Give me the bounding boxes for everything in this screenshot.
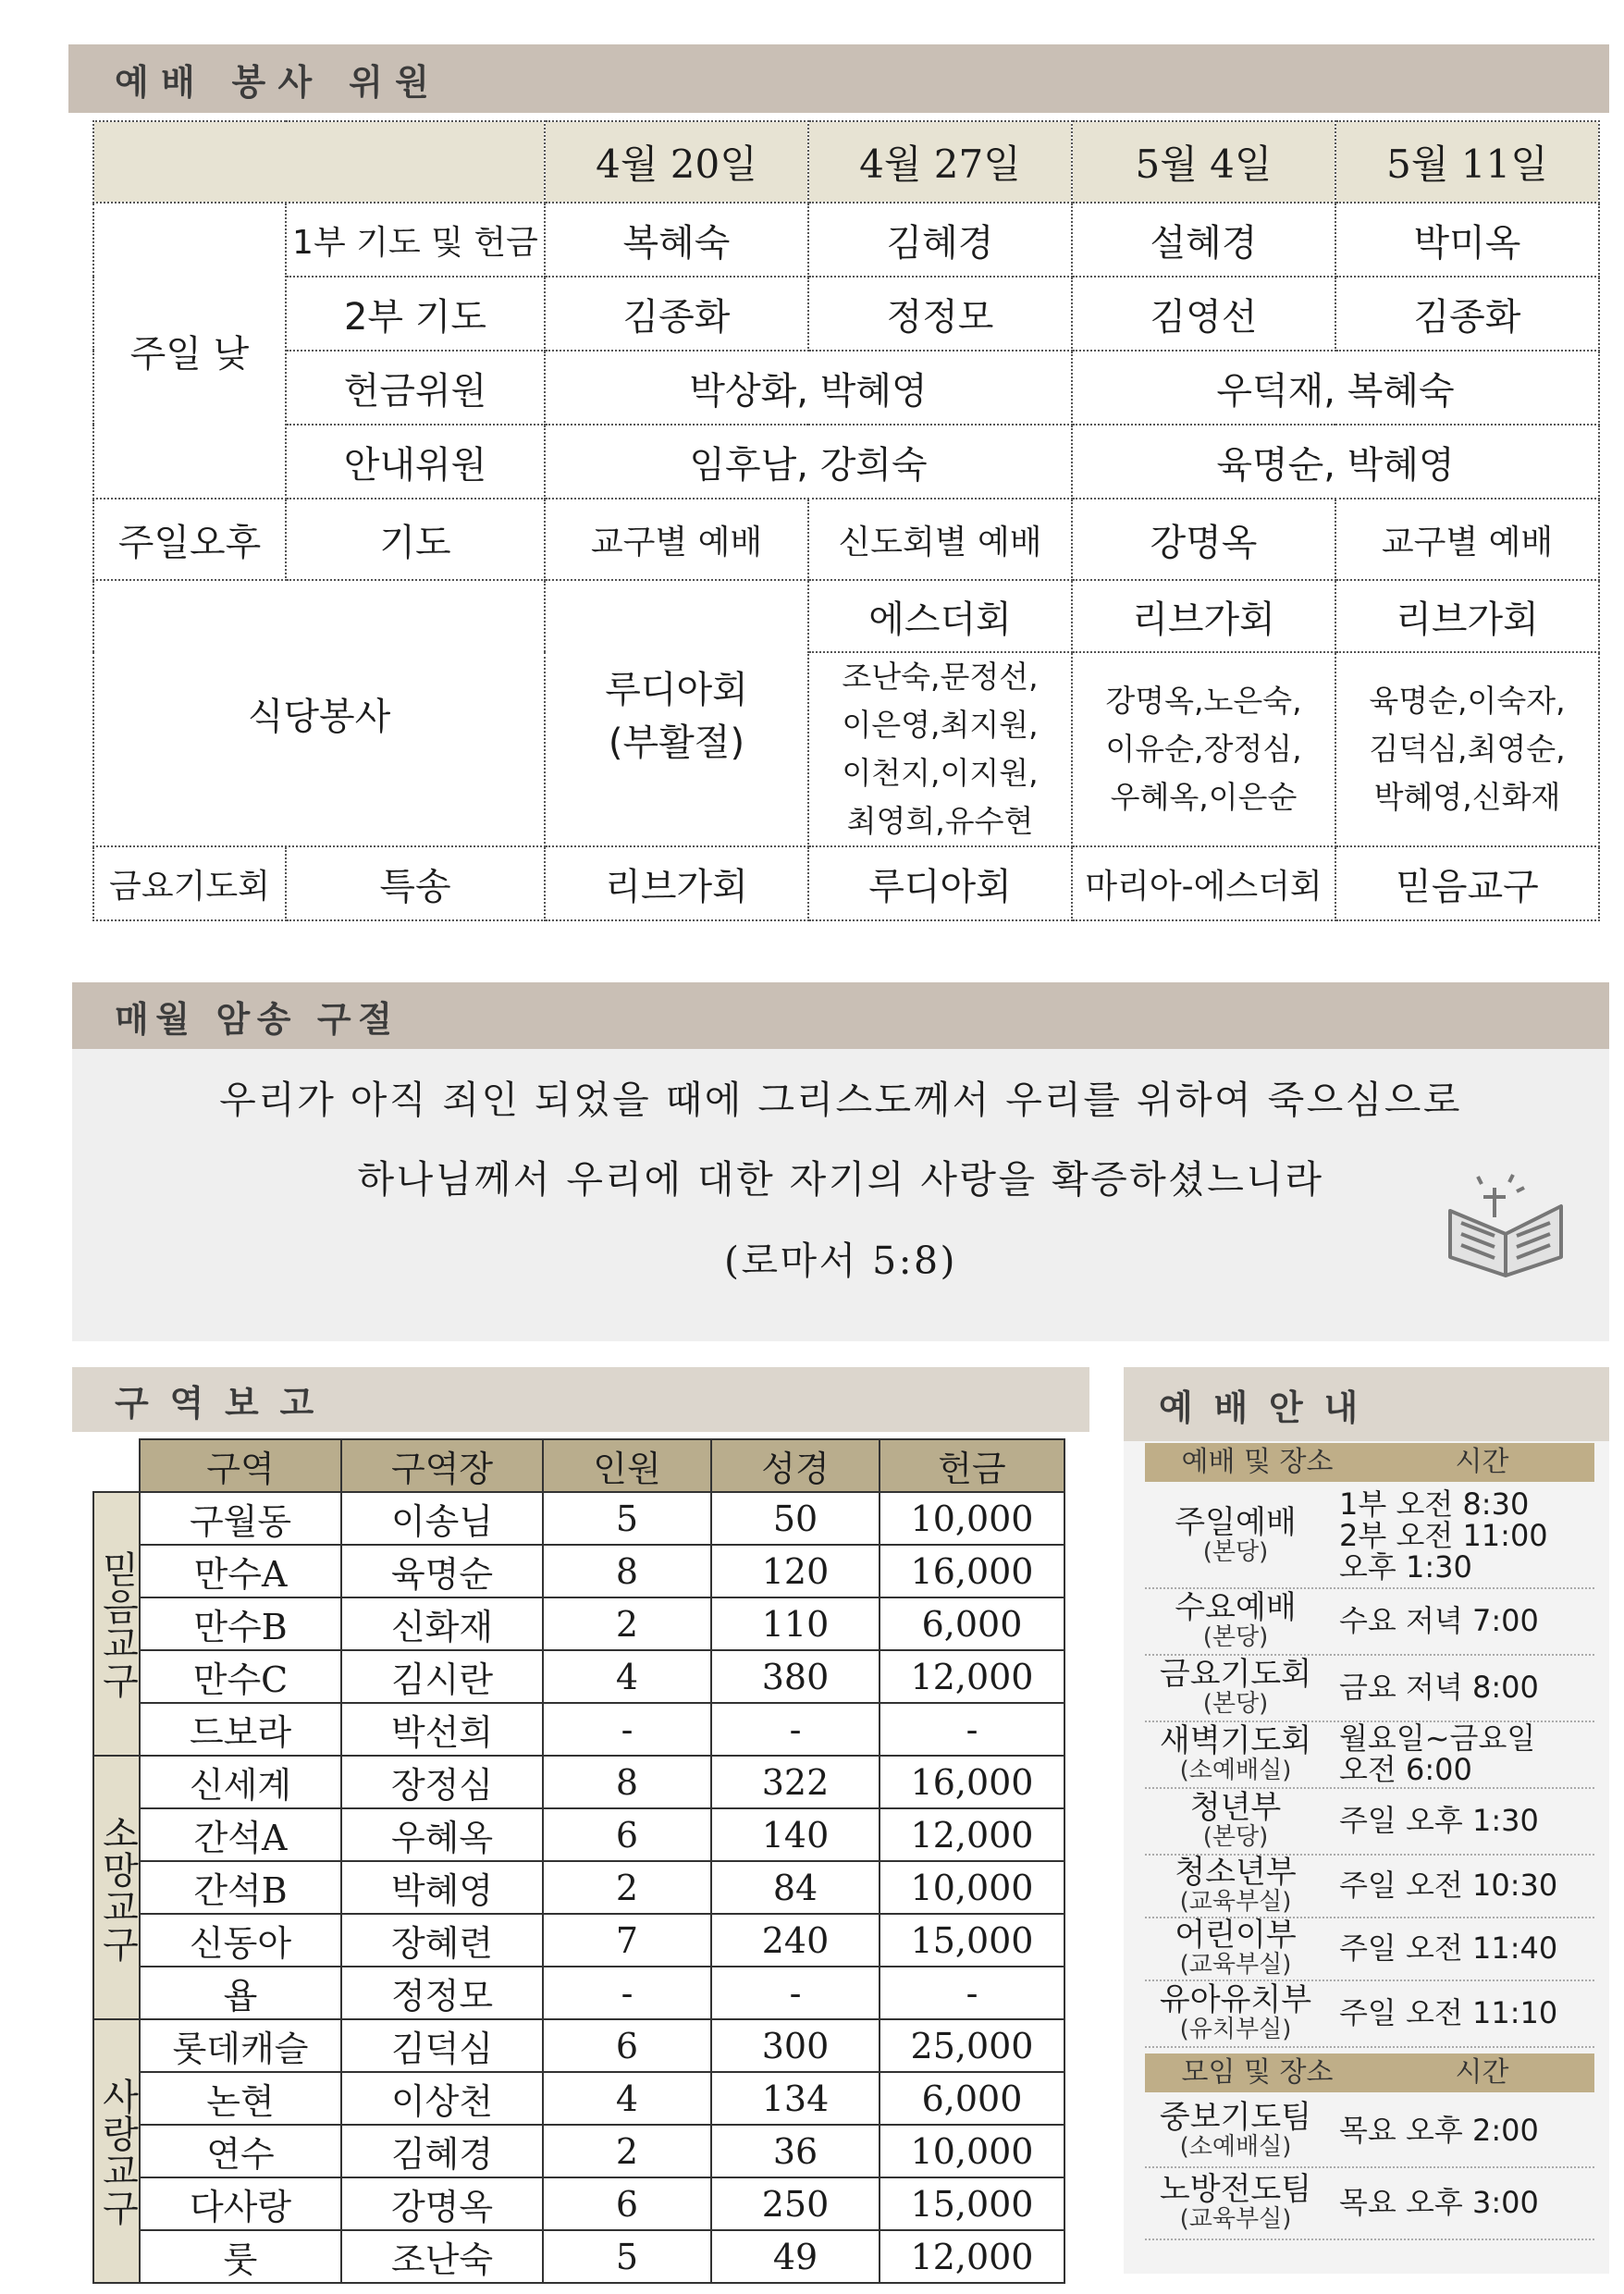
bible-cell: 84 — [711, 1861, 880, 1914]
leader-cell: 이상천 — [341, 2072, 543, 2125]
guide-item-name-cell — [1145, 1720, 1326, 1787]
date-header: 5월 11일 — [1335, 121, 1599, 203]
offering-cell: - — [880, 1967, 1064, 2019]
kitchen-name-line: 이천지,이지원, — [842, 755, 1039, 791]
guide-item-time-cell — [1326, 1787, 1594, 1854]
district-name: 소망교구 — [96, 1813, 139, 1962]
kitchen-name-line: 이은영,최지원, — [842, 707, 1039, 743]
count-cell: 2 — [543, 1597, 711, 1650]
report-row — [93, 1703, 1064, 1756]
report-row — [93, 2125, 1064, 2177]
report-row — [93, 1967, 1064, 2019]
guide-section-title-bar — [1124, 1367, 1609, 1441]
count-cell: - — [543, 1967, 711, 2019]
guide-item-time: 월요일~금요일 — [1339, 1720, 1536, 1756]
prayer2-name: 정정모 — [808, 277, 1072, 351]
bible-cell: 250 — [711, 2177, 880, 2230]
prayer2-name: 김종화 — [545, 277, 808, 351]
region-cell: 연수 — [140, 2125, 341, 2177]
count-cell: 4 — [543, 1650, 711, 1703]
leader-cell: 우혜옥 — [341, 1808, 543, 1861]
report-row — [93, 1492, 1064, 1545]
guide-item-place: (교육부실) — [1179, 1951, 1292, 1979]
report-row — [93, 1650, 1064, 1703]
leader-cell: 강명옥 — [341, 2177, 543, 2230]
guide-item-name: 새벽기도회 — [1159, 1722, 1312, 1759]
offering-cell: 10,000 — [880, 2125, 1064, 2177]
friday-cell: 마리아-에스더회 — [1072, 846, 1335, 920]
guide-item-name-cell — [1145, 1980, 1326, 2046]
bible-cell: 50 — [711, 1492, 880, 1545]
verse-line-1: 우리가 아직 죄인 되었을 때에 그리스도께서 우리를 위하여 죽으심으로 — [219, 1078, 1462, 1122]
offering-cell: 12,000 — [880, 1808, 1064, 1861]
district-name: 믿음교구 — [96, 1549, 139, 1698]
guide-item-name: 청년부 — [1189, 1789, 1282, 1826]
guide-item-time-cell — [1326, 1720, 1594, 1787]
region-cell: 드보라 — [140, 1703, 341, 1756]
leader-cell: 조난숙 — [341, 2230, 543, 2283]
region-cell: 만수A — [140, 1545, 341, 1597]
count-cell: 4 — [543, 2072, 711, 2125]
service-row — [1145, 1917, 1594, 1981]
bible-cell: 240 — [711, 1914, 880, 1967]
count-cell: 8 — [543, 1545, 711, 1597]
corner-cell — [93, 121, 545, 203]
guide-item-name-cell — [1145, 2166, 1326, 2238]
guide-item-name: 금요기도회 — [1159, 1656, 1312, 1693]
guide-header-col1: 모임 및 장소 — [1181, 2056, 1334, 2089]
guide-item-name-cell — [1145, 1587, 1326, 1654]
service-table — [92, 120, 1600, 921]
report-row — [93, 2072, 1064, 2125]
service-row — [1145, 1484, 1594, 1589]
report-row — [93, 2019, 1064, 2072]
guide-item-time: 주일 오전 11:40 — [1339, 1930, 1558, 1966]
guide-item-time-cell — [1326, 1980, 1594, 2046]
report-row — [93, 2230, 1064, 2283]
region-cell: 구월동 — [140, 1492, 341, 1545]
count-cell: 8 — [543, 1756, 711, 1808]
sunday-pm-role: 기도 — [286, 499, 545, 580]
guide-item-time: 목요 오후 2:00 — [1339, 2113, 1539, 2148]
guide-item-time-cell — [1326, 1587, 1594, 1654]
guide-item-time: 금요 저녁 8:00 — [1339, 1670, 1539, 1705]
kitchen-group: 리브가회 — [1072, 580, 1335, 652]
guide-item-place: (본당) — [1202, 1538, 1269, 1566]
col-header-bible: 성경 — [711, 1439, 880, 1492]
district-label — [93, 1492, 140, 1756]
bible-cell: - — [711, 1703, 880, 1756]
kitchen-group: 리브가회 — [1335, 580, 1599, 652]
district-label — [93, 2019, 140, 2283]
service-row — [1145, 1654, 1594, 1722]
bible-cell: 110 — [711, 1597, 880, 1650]
district-label — [93, 1756, 140, 2019]
guide-header-1 — [1145, 1443, 1594, 1482]
leader-cell: 장정심 — [341, 1756, 543, 1808]
bible-cell: 300 — [711, 2019, 880, 2072]
kitchen-name-line: 김덕심,최영순, — [1369, 731, 1566, 767]
guide-item-name: 청소년부 — [1175, 1854, 1297, 1891]
count-cell: 6 — [543, 2177, 711, 2230]
offering-cell: 10,000 — [880, 1861, 1064, 1914]
offering-cell: 25,000 — [880, 2019, 1064, 2072]
col-header-leader: 구역장 — [341, 1439, 543, 1492]
leader-cell: 육명순 — [341, 1545, 543, 1597]
guide-item-name: 노방전도팀 — [1159, 2171, 1312, 2208]
leader-cell: 박혜영 — [341, 1861, 543, 1914]
region-cell: 욥 — [140, 1967, 341, 2019]
offering-names: 박상화, 박혜영 — [545, 351, 1072, 425]
kitchen-label: 식당봉사 — [93, 580, 545, 846]
guide-item-time-cell — [1326, 1917, 1594, 1980]
region-report-table — [92, 1438, 1065, 2284]
prayer1-name: 김혜경 — [808, 203, 1072, 277]
region-cell: 논현 — [140, 2072, 341, 2125]
region-cell: 신동아 — [140, 1914, 341, 1967]
count-cell: 7 — [543, 1914, 711, 1967]
bible-cell: 380 — [711, 1650, 880, 1703]
kitchen-name-line: 우혜옥,이은순 — [1110, 779, 1298, 815]
kitchen-first-cell — [545, 580, 808, 846]
guide-header-col2: 시간 — [1455, 1446, 1509, 1478]
guide-header-col2: 시간 — [1455, 2056, 1509, 2089]
guide-item-time: 주일 오후 1:30 — [1339, 1803, 1539, 1838]
service-section-title: 예배 봉사 위원 — [115, 61, 442, 103]
kitchen-names — [808, 652, 1072, 846]
bible-cell: 322 — [711, 1756, 880, 1808]
leader-cell: 신화재 — [341, 1597, 543, 1650]
col-header-count: 인원 — [543, 1439, 711, 1492]
report-row — [93, 1914, 1064, 1967]
guide-item-place: (교육부실) — [1179, 1888, 1292, 1916]
report-row — [93, 2177, 1064, 2230]
leader-cell: 박선희 — [341, 1703, 543, 1756]
offering-cell: 16,000 — [880, 1545, 1064, 1597]
bible-cell: 49 — [711, 2230, 880, 2283]
date-header: 5월 4일 — [1072, 121, 1335, 203]
prayer2-name: 김영선 — [1072, 277, 1335, 351]
count-cell: 6 — [543, 1808, 711, 1861]
guide-item-name-cell — [1145, 1787, 1326, 1854]
report-row — [93, 1597, 1064, 1650]
guide-item-place: (유치부실) — [1179, 2016, 1292, 2043]
report-section-title: 구역보고 — [115, 1382, 336, 1424]
kitchen-group: 에스더회 — [808, 580, 1072, 652]
region-cell: 간석A — [140, 1808, 341, 1861]
bible-cell: 140 — [711, 1808, 880, 1861]
region-cell: 룻 — [140, 2230, 341, 2283]
report-row — [93, 1861, 1064, 1914]
guide-item-time: 오전 6:00 — [1339, 1752, 1472, 1787]
offering-cell: 6,000 — [880, 1597, 1064, 1650]
sunday-day-label: 주일 낮 — [93, 203, 286, 499]
service-row — [1145, 1587, 1594, 1656]
guide-item-name: 중보기도팀 — [1159, 2099, 1312, 2136]
leader-cell: 정정모 — [341, 1967, 543, 2019]
guide-item-name: 수요예배 — [1175, 1589, 1297, 1626]
kitchen-first-line2: (부활절) — [608, 722, 745, 764]
region-cell: 만수B — [140, 1597, 341, 1650]
guide-item-time: 2부 오전 11:00 — [1339, 1518, 1548, 1553]
sunday-pm-cell: 교구별 예배 — [1335, 499, 1599, 580]
guide-item-time-cell — [1326, 1854, 1594, 1917]
prayer2-label: 2부 기도 — [286, 277, 545, 351]
offering-cell: 16,000 — [880, 1756, 1064, 1808]
sunday-pm-label: 주일오후 — [93, 499, 286, 580]
guide-item-place: (본당) — [1202, 1690, 1269, 1718]
guide-item-time-cell — [1326, 2166, 1594, 2238]
guide-item-place: (소예배실) — [1179, 1757, 1292, 1784]
sunday-pm-cell: 교구별 예배 — [545, 499, 808, 580]
guide-item-name-cell — [1145, 2094, 1326, 2166]
guide-item-time-cell — [1326, 2094, 1594, 2166]
count-cell: 2 — [543, 1861, 711, 1914]
kitchen-name-line: 최영희,유수현 — [846, 803, 1034, 839]
guide-header-col1: 예배 및 장소 — [1181, 1446, 1334, 1478]
guide-item-time: 1부 오전 8:30 — [1339, 1486, 1530, 1522]
header-spacer — [93, 1439, 140, 1492]
leader-cell: 김덕심 — [341, 2019, 543, 2072]
guide-item-name-cell — [1145, 1654, 1326, 1720]
guide-item-time: 수요 저녁 7:00 — [1339, 1603, 1539, 1638]
verse-line-2: 하나님께서 우리에 대한 자기의 사랑을 확증하셨느니라 — [357, 1157, 1324, 1202]
kitchen-name-line: 이유순,장정심, — [1105, 731, 1302, 767]
report-row — [93, 1808, 1064, 1861]
guide-item-place: (본당) — [1202, 1823, 1269, 1851]
guide-item-time: 주일 오전 11:10 — [1339, 1995, 1558, 2030]
guide-item-place: (본당) — [1202, 1623, 1269, 1651]
offering-cell: 15,000 — [880, 2177, 1064, 2230]
kitchen-names — [1335, 652, 1599, 846]
region-cell: 간석B — [140, 1861, 341, 1914]
friday-cell: 믿음교구 — [1335, 846, 1599, 920]
date-header: 4월 20일 — [545, 121, 808, 203]
usher-label: 안내위원 — [286, 425, 545, 499]
guide-item-name-cell — [1145, 1484, 1326, 1587]
guide-item-place: (소예배실) — [1179, 2133, 1292, 2161]
offering-cell: 12,000 — [880, 1650, 1064, 1703]
prayer1-name: 박미옥 — [1335, 203, 1599, 277]
service-row — [1145, 1720, 1594, 1789]
guide-item-time: 목요 오후 3:00 — [1339, 2185, 1539, 2220]
guide-item-time-cell — [1326, 1484, 1594, 1587]
count-cell: 2 — [543, 2125, 711, 2177]
service-row — [1145, 1787, 1594, 1856]
region-cell: 신세계 — [140, 1756, 341, 1808]
guide-header-2 — [1145, 2054, 1594, 2092]
report-row — [93, 1545, 1064, 1597]
kitchen-names — [1072, 652, 1335, 846]
district-name: 사랑교구 — [96, 2077, 139, 2226]
kitchen-name-line: 박혜영,신화재 — [1373, 779, 1561, 815]
service-section-title-bar — [68, 44, 1609, 113]
leader-cell: 이송님 — [341, 1492, 543, 1545]
offering-cell: 15,000 — [880, 1914, 1064, 1967]
guide-item-time: 오후 1:30 — [1339, 1549, 1472, 1585]
friday-cell: 루디아회 — [808, 846, 1072, 920]
verse-reference: (로마서 5:8) — [724, 1239, 957, 1283]
meeting-row — [1145, 2094, 1594, 2168]
leader-cell: 김시란 — [341, 1650, 543, 1703]
region-cell: 다사랑 — [140, 2177, 341, 2230]
offering-names: 우덕재, 복혜숙 — [1072, 351, 1599, 425]
friday-role: 특송 — [286, 846, 545, 920]
guide-item-time-cell — [1326, 1654, 1594, 1720]
date-header: 4월 27일 — [808, 121, 1072, 203]
service-row — [1145, 1854, 1594, 1918]
guide-item-name-cell — [1145, 1917, 1326, 1980]
prayer1-name: 설혜경 — [1072, 203, 1335, 277]
bible-cell: 120 — [711, 1545, 880, 1597]
count-cell: 5 — [543, 1492, 711, 1545]
col-header-offering: 헌금 — [880, 1439, 1064, 1492]
offering-cell: 10,000 — [880, 1492, 1064, 1545]
verse-section-title-bar — [72, 982, 1609, 1049]
offering-cell: 6,000 — [880, 2072, 1064, 2125]
col-header-region: 구역 — [140, 1439, 341, 1492]
verse-section-title: 매월 암송 구절 — [115, 998, 400, 1040]
offering-label: 헌금위원 — [286, 351, 545, 425]
guide-item-name: 어린이부 — [1175, 1917, 1297, 1954]
report-section-title-bar — [72, 1367, 1089, 1432]
friday-cell: 리브가회 — [545, 846, 808, 920]
guide-section-title: 예배안내 — [1159, 1387, 1380, 1428]
guide-item-name: 주일예배 — [1175, 1504, 1297, 1541]
leader-cell: 김혜경 — [341, 2125, 543, 2177]
kitchen-first-line1: 루디아회 — [605, 669, 748, 711]
count-cell: 5 — [543, 2230, 711, 2283]
sunday-pm-cell: 신도회별 예배 — [808, 499, 1072, 580]
guide-item-place: (교육부실) — [1179, 2205, 1292, 2233]
open-bible-icon — [1441, 1169, 1570, 1280]
count-cell: - — [543, 1703, 711, 1756]
guide-item-time: 주일 오전 10:30 — [1339, 1868, 1558, 1903]
service-row — [1145, 1980, 1594, 2048]
kitchen-name-line: 육명순,이숙자, — [1369, 683, 1566, 719]
kitchen-name-line: 강명옥,노은숙, — [1105, 683, 1302, 719]
bible-cell: 134 — [711, 2072, 880, 2125]
usher-names: 육명순, 박혜영 — [1072, 425, 1599, 499]
sunday-pm-cell: 강명옥 — [1072, 499, 1335, 580]
guide-item-name: 유아유치부 — [1159, 1981, 1312, 2018]
bible-cell: - — [711, 1967, 880, 2019]
region-cell: 롯데캐슬 — [140, 2019, 341, 2072]
count-cell: 6 — [543, 2019, 711, 2072]
offering-cell: - — [880, 1703, 1064, 1756]
usher-names: 임후남, 강희숙 — [545, 425, 1072, 499]
prayer2-name: 김종화 — [1335, 277, 1599, 351]
meeting-row — [1145, 2166, 1594, 2240]
prayer1-name: 복혜숙 — [545, 203, 808, 277]
report-row — [93, 1756, 1064, 1808]
region-cell: 만수C — [140, 1650, 341, 1703]
guide-item-name-cell — [1145, 1854, 1326, 1917]
leader-cell: 장혜련 — [341, 1914, 543, 1967]
kitchen-name-line: 조난숙,문정선, — [842, 659, 1039, 695]
prayer1-label: 1부 기도 및 헌금 — [286, 203, 545, 277]
bible-cell: 36 — [711, 2125, 880, 2177]
verse-box — [72, 1049, 1609, 1341]
offering-cell: 12,000 — [880, 2230, 1064, 2283]
friday-label: 금요기도회 — [93, 846, 286, 920]
